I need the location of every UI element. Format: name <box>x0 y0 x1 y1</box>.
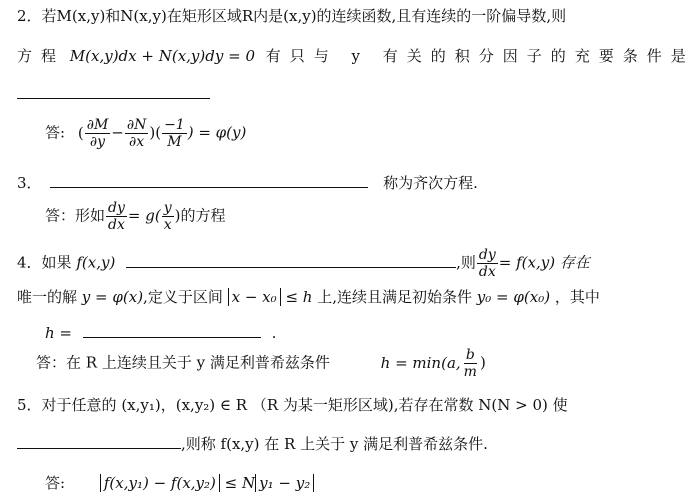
q4-answer-frac-den: m <box>463 364 477 381</box>
q2-equation: M(x,y)dx + N(x,y)dy = 0 <box>69 47 255 65</box>
q2-line1 <box>17 9 566 24</box>
q2-frac-neg1-m <box>162 117 187 150</box>
q4-mid: ,则 <box>456 253 476 272</box>
q4-line2 <box>17 290 600 305</box>
q3-answer <box>45 200 225 233</box>
q4-line2-b: ,定义于区间 <box>143 288 223 306</box>
q3-frac-dy-dx <box>106 200 127 233</box>
q4-h-blank <box>83 325 261 338</box>
q2-line2-lead: 方程 <box>17 47 66 65</box>
q3-frac-y-x <box>162 200 174 233</box>
q3-frac1-den: dx <box>108 217 125 234</box>
q2-frac2-den: ∂x <box>129 134 145 151</box>
q2-line2 <box>17 49 695 64</box>
q3-answer-lead: 形如 <box>75 206 106 225</box>
q3-frac2-num: y <box>163 200 172 216</box>
q2-frac2-num: ∂N <box>126 117 147 133</box>
q4-interval: x − x₀ <box>228 288 281 306</box>
q2-frac-dn-dx <box>125 117 149 150</box>
q5-number: 5． <box>17 396 42 414</box>
q3-line <box>17 175 478 191</box>
q4-fx: f(x,y) <box>76 253 116 272</box>
q2-answer <box>45 117 246 150</box>
q5-answer-blank <box>17 436 181 449</box>
q2-frac3-den: M <box>167 134 182 151</box>
q4-line2-a: 唯一的解 <box>17 288 78 306</box>
q3-frac1-num: dy <box>108 200 125 216</box>
q2-frac1-num: ∂M <box>86 117 109 133</box>
q4-h-end: . <box>271 324 277 342</box>
q5-answer <box>45 476 314 491</box>
q2-answer-mid: )( <box>149 123 162 142</box>
q3-answer-label: 答： <box>45 206 76 225</box>
q4-interval-bound: ≤ h <box>285 288 313 306</box>
q2-frac-dm-dy <box>85 117 111 150</box>
q4-frac-dy-dx <box>477 247 498 280</box>
q2-line2-tail: 有只与 y 有关的积分因子的充要条件是 <box>265 47 695 65</box>
q2-answer-open: ( <box>77 123 84 142</box>
q5-answer-abs2: y₁ − y₂ <box>255 474 314 492</box>
q2-frac1-den: ∂y <box>89 134 106 151</box>
q4-answer <box>36 347 486 380</box>
q2-minus: − <box>111 123 124 142</box>
q2-answer-end: ) = φ(y) <box>187 123 247 142</box>
q4-eq-tail: = f(x,y) 存在 <box>498 253 590 272</box>
q4-initial-condition: y₀ = φ(x₀) <box>476 288 551 306</box>
q5-answer-abs: f(x,y₁) − f(x,y₂) <box>100 474 220 492</box>
q5-line2-tail: ,则称 f(x,y) 在 R 上关于 y 满足利普希兹条件. <box>181 435 488 453</box>
q2-blank-line <box>17 86 210 102</box>
q4-answer-blank <box>126 255 456 268</box>
q3-answer-tail: )的方程 <box>174 206 226 225</box>
q4-line1 <box>17 247 590 280</box>
q2-statement: 若M(x,y)和N(x,y)在矩形区域R内是(x,y)的连续函数,且有连续的一阶偏导数,则 <box>41 7 567 25</box>
q4-frac-num: dy <box>478 247 496 263</box>
q3-frac2-den: x <box>163 217 172 234</box>
q4-lead: 如果 <box>41 253 72 272</box>
q4-line2-e: ，其中 <box>554 288 600 306</box>
q4-answer-frac-num: b <box>465 347 475 363</box>
q4-frac-b-m <box>462 347 479 380</box>
q5-answer-label: 答: <box>45 474 66 492</box>
q5-answer-rhs: ≤ N <box>224 474 256 492</box>
q2-number: 2． <box>17 7 42 25</box>
q3-number: 3． <box>17 174 42 192</box>
q2-answer-label: 答: <box>45 123 66 142</box>
q5-line1 <box>17 398 568 413</box>
q4-line3 <box>45 325 276 341</box>
q4-solution: y = φ(x) <box>81 288 144 306</box>
q3-tail: 称为齐次方程. <box>383 174 478 192</box>
q4-line2-d: 上,连续且满足初始条件 <box>317 288 472 306</box>
q4-h-lead: h = <box>45 324 72 342</box>
q2-frac3-num: −1 <box>164 117 185 133</box>
q3-answer-blank <box>50 175 368 188</box>
q5-line2 <box>17 436 488 452</box>
q4-number: 4． <box>17 253 42 272</box>
q5-statement: 对于任意的 (x,y₁)，(x,y₂) ∈ R （R 为某一矩形区域),若存在常数 N(N > 0) 使 <box>41 396 568 414</box>
q4-answer-close: ) <box>479 353 486 372</box>
q2-answer-blank <box>17 86 210 99</box>
q4-frac-den: dx <box>478 264 496 281</box>
q4-answer-h: h = min(a, <box>380 353 461 372</box>
q3-eq-mid: = g( <box>127 206 161 225</box>
q4-answer-text: 在 R 上连续且关于 y 满足利普希兹条件 <box>66 353 330 372</box>
q4-answer-label: 答： <box>36 353 67 372</box>
